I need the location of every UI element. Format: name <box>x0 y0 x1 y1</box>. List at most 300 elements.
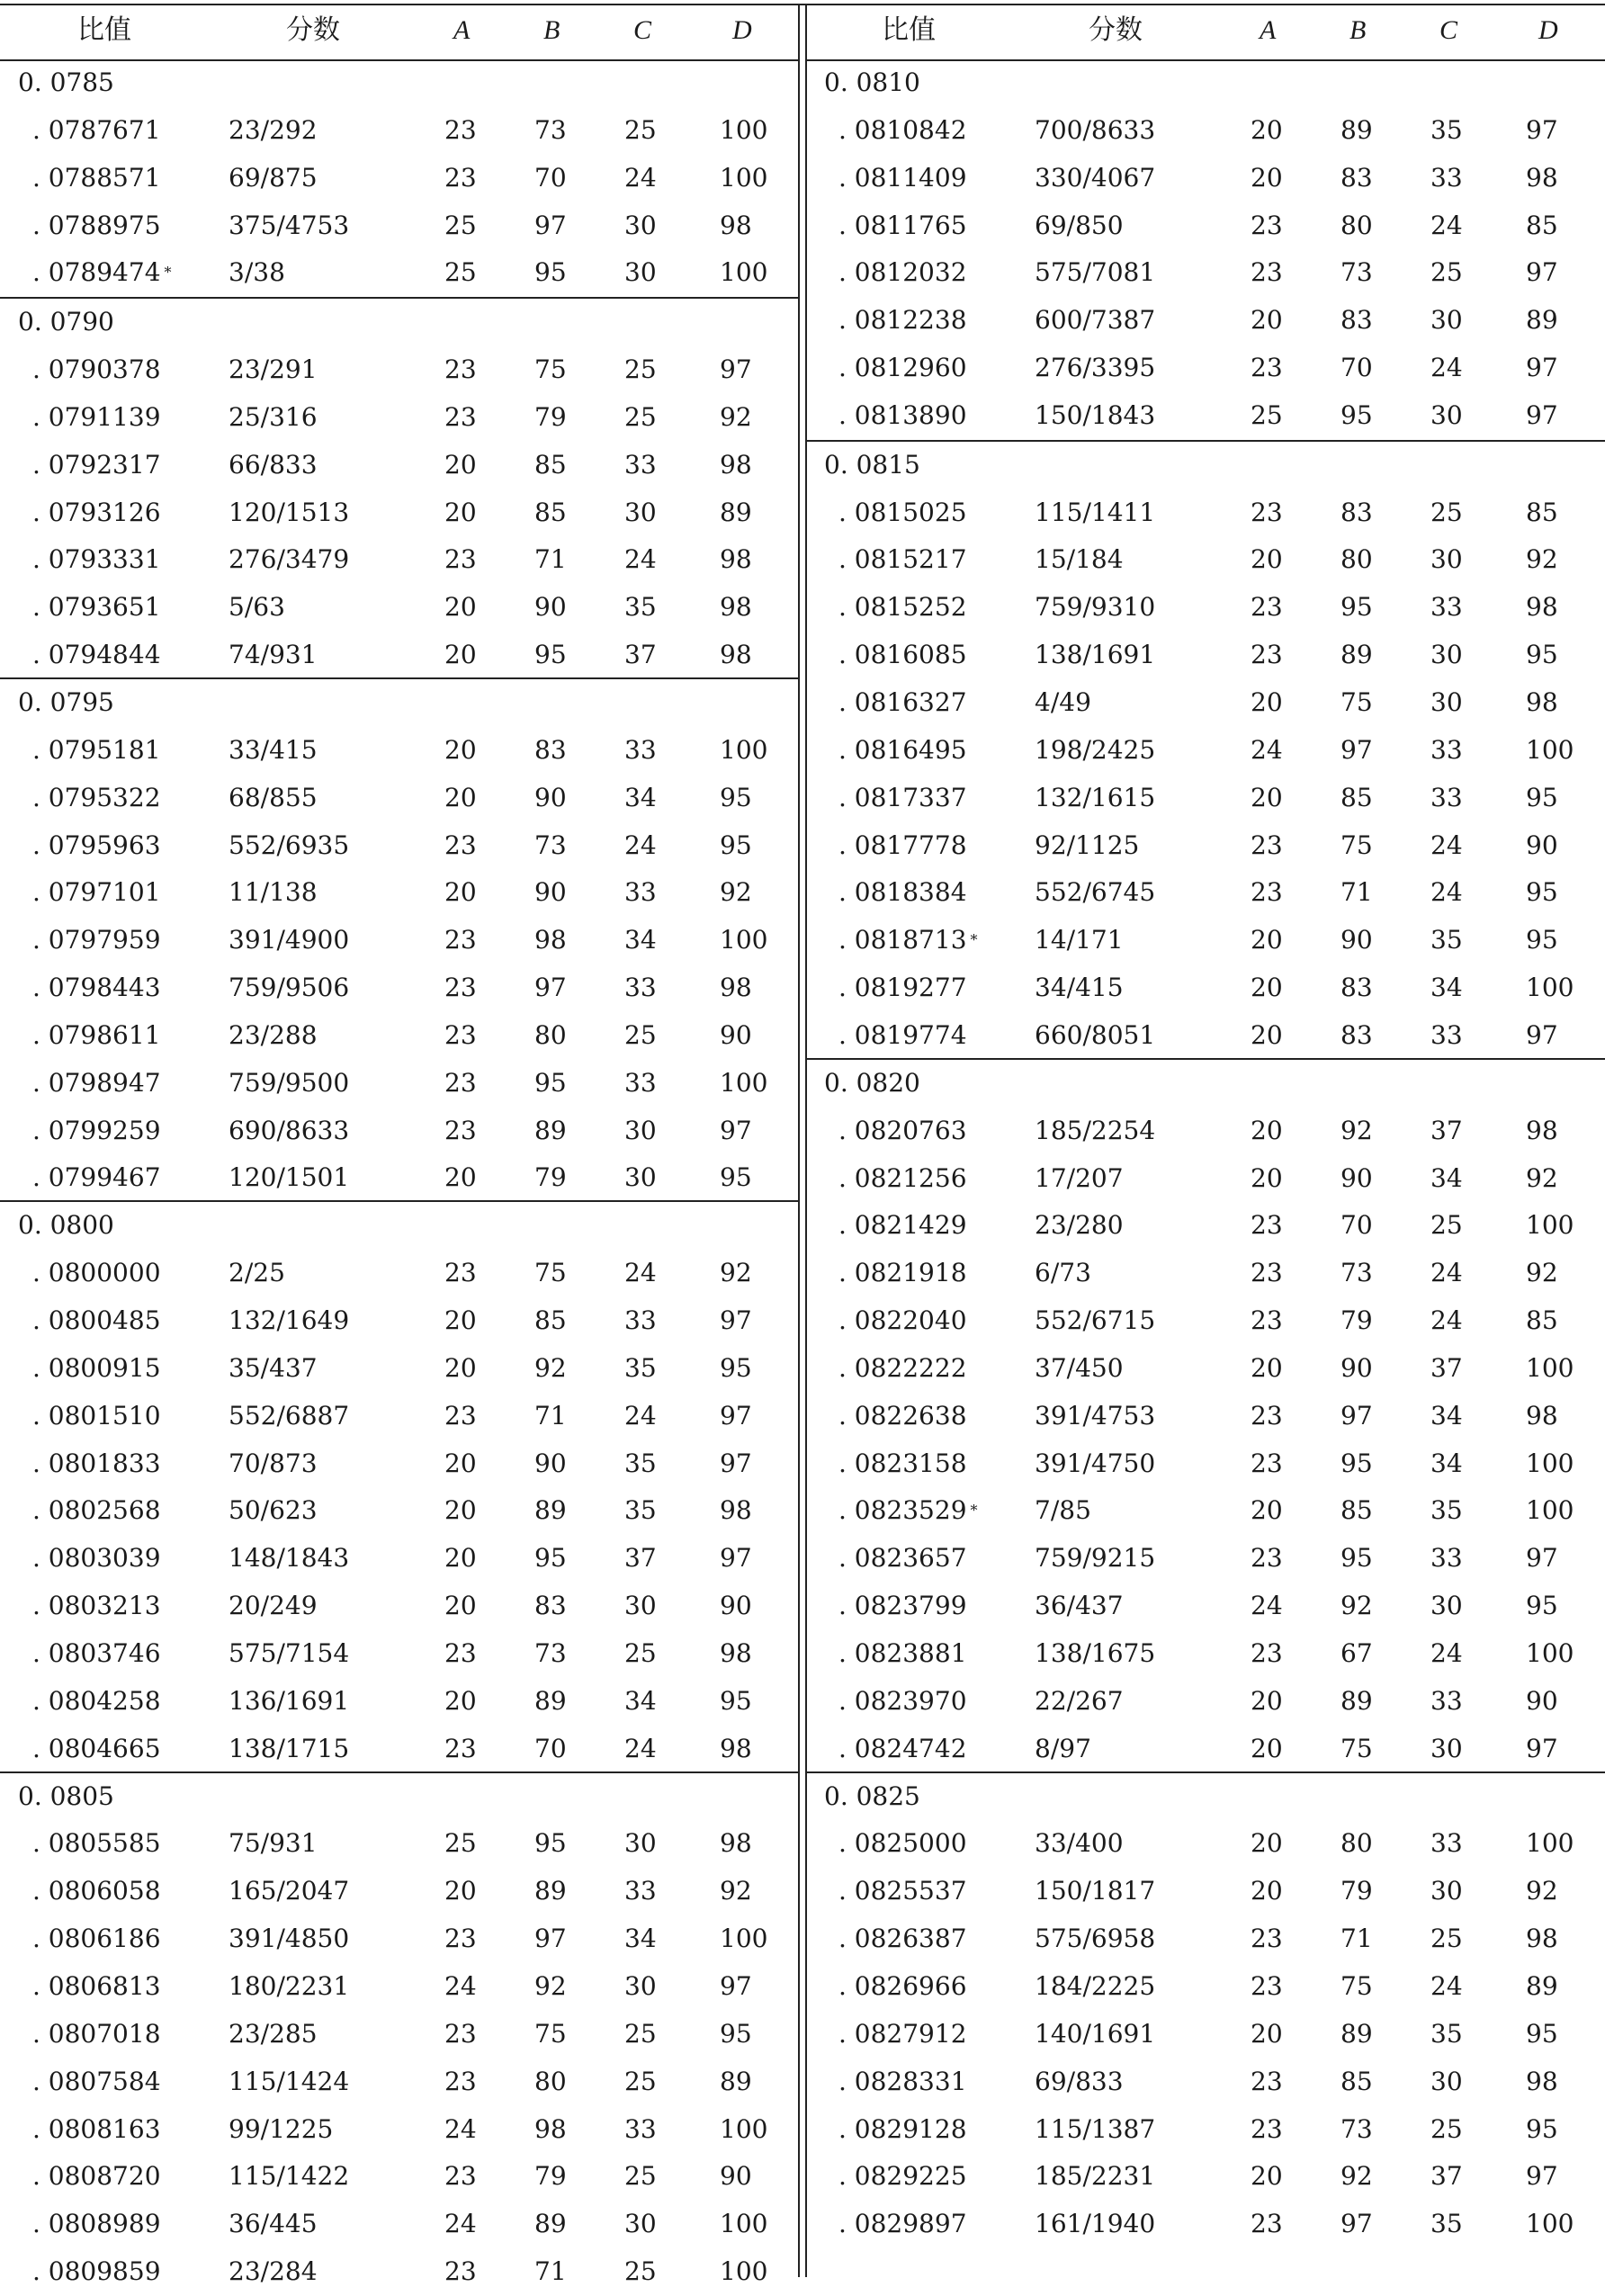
ratio-text: . 0815252 <box>838 592 967 623</box>
d-value: 92 <box>720 877 752 908</box>
b-value: 92 <box>1340 1591 1373 1621</box>
ratio-value <box>838 1393 967 1439</box>
table-row <box>806 1630 1605 1678</box>
ratio-text: . 0807018 <box>32 2018 161 2049</box>
ratio-text: . 0823799 <box>838 1591 967 1621</box>
ratio-text: . 0820763 <box>838 1115 967 1145</box>
d-value: 97 <box>1526 2161 1558 2192</box>
ratio-value <box>32 202 161 249</box>
ratio-value <box>838 249 967 296</box>
ratio-value <box>32 249 172 296</box>
fraction-value: 391/4850 <box>229 1924 350 1954</box>
ratio-value <box>32 346 161 393</box>
table-row <box>806 917 1605 964</box>
d-value: 95 <box>720 1352 752 1383</box>
fraction-value: 552/6887 <box>229 1400 350 1431</box>
fraction-value: 68/855 <box>229 782 318 812</box>
fraction-value: 575/7081 <box>1035 257 1156 288</box>
d-value: 92 <box>1526 1876 1558 1906</box>
fraction-value: 34/415 <box>1035 973 1124 1003</box>
b-value: 95 <box>534 1828 567 1859</box>
b-value: 75 <box>534 2018 567 2049</box>
ratio-value <box>838 1963 967 2010</box>
ratio-text: . 0812960 <box>838 353 967 383</box>
b-value: 85 <box>1340 2066 1373 2096</box>
fraction-value: 74/931 <box>229 640 318 670</box>
c-value: 24 <box>624 1258 657 1288</box>
c-value: 30 <box>1430 687 1463 718</box>
d-value: 97 <box>720 1543 752 1574</box>
a-value: 20 <box>444 1685 477 1716</box>
ratio-text: . 0809859 <box>32 2256 161 2287</box>
fraction-value: 552/6935 <box>229 830 350 860</box>
right-table-header <box>806 4 1605 61</box>
a-value: 23 <box>444 2256 477 2287</box>
group-label: 0. 0810 <box>824 67 920 97</box>
c-value: 25 <box>624 2018 657 2049</box>
d-value: 98 <box>1526 687 1558 718</box>
group-label-row <box>0 1202 799 1250</box>
fraction-value: 132/1649 <box>229 1305 350 1336</box>
fraction-value: 99/1225 <box>229 2113 334 2144</box>
fraction-value: 115/1411 <box>1035 497 1156 527</box>
ratio-value <box>838 1108 967 1154</box>
a-value: 23 <box>1251 1924 1283 1954</box>
a-value: 20 <box>1251 925 1283 955</box>
a-value: 20 <box>1251 973 1283 1003</box>
ratio-text: . 0788571 <box>32 162 161 193</box>
ratio-value <box>32 1060 161 1107</box>
d-value: 100 <box>720 162 768 193</box>
b-value: 92 <box>534 1970 567 2001</box>
d-value: 85 <box>1526 1305 1558 1336</box>
a-value: 23 <box>444 1400 477 1431</box>
fraction-value: 600/7387 <box>1035 305 1156 336</box>
group-label-row <box>806 1060 1605 1108</box>
c-value: 35 <box>624 1495 657 1526</box>
d-value: 97 <box>720 1448 752 1478</box>
c-value: 25 <box>624 354 657 385</box>
b-value: 83 <box>1340 1019 1373 1050</box>
d-value: 95 <box>1526 2113 1558 2144</box>
d-value: 98 <box>720 640 752 670</box>
fraction-value: 198/2425 <box>1035 734 1156 765</box>
ratio-value <box>32 394 161 441</box>
c-value: 24 <box>624 830 657 860</box>
c-value: 34 <box>1430 973 1463 1003</box>
ratio-text: . 0801833 <box>32 1448 161 1478</box>
header-b: B <box>1349 15 1367 45</box>
header-ratio: 比值 <box>77 14 131 46</box>
d-value: 98 <box>720 449 752 480</box>
table-row <box>0 1440 799 1488</box>
c-value: 35 <box>624 592 657 623</box>
ratio-text: . 0810842 <box>838 114 967 145</box>
ratio-value <box>32 775 161 821</box>
ratio-text: . 0803039 <box>32 1543 161 1574</box>
a-value: 20 <box>444 592 477 623</box>
a-value: 24 <box>444 1970 477 2001</box>
fraction-value: 660/8051 <box>1035 1019 1156 1050</box>
d-value: 98 <box>720 1637 752 1668</box>
table-row <box>0 917 799 964</box>
ratio-text: . 0799467 <box>32 1162 161 1193</box>
table-row <box>0 1915 799 1963</box>
fraction-value: 23/285 <box>229 2018 318 2049</box>
table-row <box>0 632 799 679</box>
d-value: 95 <box>1526 640 1558 670</box>
d-value: 85 <box>1526 497 1558 527</box>
row-group <box>806 59 1605 440</box>
b-value: 71 <box>534 2256 567 2287</box>
a-value: 20 <box>444 1876 477 1906</box>
a-value: 20 <box>444 1305 477 1336</box>
c-value: 25 <box>1430 257 1463 288</box>
header-fraction: 分数 <box>286 14 340 46</box>
d-value: 100 <box>1526 1828 1574 1859</box>
table-row <box>0 489 799 537</box>
table-row <box>806 2153 1605 2201</box>
ratio-value <box>32 632 161 678</box>
b-value: 97 <box>1340 734 1373 765</box>
d-value: 100 <box>720 2256 768 2287</box>
table-row <box>806 1487 1605 1535</box>
ratio-text: . 0788975 <box>32 210 161 240</box>
d-value: 97 <box>720 354 752 385</box>
table-row <box>806 1250 1605 1297</box>
table-row <box>0 346 799 394</box>
b-value: 75 <box>1340 687 1373 718</box>
table-row <box>0 1868 799 1915</box>
b-value: 83 <box>1340 497 1373 527</box>
ratio-text: . 0819774 <box>838 1019 967 1050</box>
c-value: 25 <box>624 2066 657 2096</box>
fraction-value: 70/873 <box>229 1448 318 1478</box>
c-value: 30 <box>1430 399 1463 430</box>
ratio-text: . 0825537 <box>838 1876 967 1906</box>
ratio-value <box>32 1963 161 2010</box>
b-value: 67 <box>1340 1637 1373 1668</box>
d-value: 97 <box>1526 1543 1558 1574</box>
ratio-text: . 0815217 <box>838 544 967 575</box>
ratio-text: . 0829128 <box>838 2113 967 2144</box>
b-value: 70 <box>1340 353 1373 383</box>
ratio-value <box>32 822 161 869</box>
ratio-value <box>838 632 967 678</box>
c-value: 30 <box>1430 640 1463 670</box>
d-value: 100 <box>720 734 768 765</box>
row-group <box>0 297 799 679</box>
fraction-value: 185/2231 <box>1035 2161 1156 2192</box>
header-c: C <box>1439 15 1458 45</box>
fraction-value: 391/4753 <box>1035 1400 1156 1431</box>
fraction-value: 180/2231 <box>229 1970 350 2001</box>
fraction-value: 35/437 <box>229 1352 318 1383</box>
ratio-text: . 0825000 <box>838 1828 967 1859</box>
table-row <box>0 2011 799 2058</box>
table-row <box>0 1583 799 1630</box>
fraction-value: 23/288 <box>229 1019 318 1050</box>
ratio-value <box>32 1108 161 1154</box>
table-row <box>0 2201 799 2248</box>
table-row <box>806 1868 1605 1915</box>
c-value: 25 <box>624 1637 657 1668</box>
ratio-value <box>838 1250 967 1296</box>
c-value: 34 <box>1430 1448 1463 1478</box>
c-value: 33 <box>1430 1828 1463 1859</box>
ratio-text: . 0793331 <box>32 544 161 575</box>
ratio-text: . 0819277 <box>838 973 967 1003</box>
table-row <box>0 1487 799 1535</box>
c-value: 24 <box>1430 1305 1463 1336</box>
ratio-text: . 0791139 <box>32 401 161 432</box>
ratio-value <box>32 1393 161 1439</box>
table-row <box>806 1678 1605 1726</box>
b-value: 95 <box>534 257 567 288</box>
c-value: 33 <box>624 877 657 908</box>
ratio-value <box>838 2011 967 2058</box>
a-value: 23 <box>1251 1543 1283 1574</box>
c-value: 30 <box>1430 305 1463 336</box>
ratio-text: . 0806813 <box>32 1970 161 2001</box>
table-row <box>806 2011 1605 2058</box>
fraction-value: 391/4900 <box>229 925 350 955</box>
row-group <box>806 440 1605 1060</box>
c-value: 33 <box>624 1305 657 1336</box>
c-value: 24 <box>624 1400 657 1431</box>
fraction-value: 759/9500 <box>229 1067 350 1098</box>
b-value: 71 <box>534 1400 567 1431</box>
group-label: 0. 0795 <box>18 687 114 718</box>
table-row <box>0 1726 799 1773</box>
d-value: 100 <box>720 114 768 145</box>
c-value: 25 <box>624 2161 657 2192</box>
c-value: 24 <box>1430 1637 1463 1668</box>
ratio-value <box>838 727 967 774</box>
fraction-value: 120/1513 <box>229 497 350 527</box>
table-row <box>0 394 799 442</box>
b-value: 79 <box>1340 1876 1373 1906</box>
c-value: 34 <box>624 1685 657 1716</box>
d-value: 100 <box>1526 1352 1574 1383</box>
a-value: 20 <box>1251 2161 1283 2192</box>
ratio-text: . 0828331 <box>838 2066 967 2096</box>
table-row <box>0 2153 799 2201</box>
c-value: 30 <box>624 1162 657 1193</box>
c-value: 34 <box>1430 1400 1463 1431</box>
ratio-value <box>32 1583 161 1629</box>
c-value: 25 <box>624 1019 657 1050</box>
d-value: 98 <box>720 544 752 575</box>
fraction-value: 3/38 <box>229 257 285 288</box>
c-value: 33 <box>624 1876 657 1906</box>
fraction-value: 759/9310 <box>1035 592 1156 623</box>
group-label-row <box>806 442 1605 489</box>
fraction-value: 4/49 <box>1035 687 1091 718</box>
ratio-text: . 0802568 <box>32 1495 161 1526</box>
c-value: 37 <box>624 1543 657 1574</box>
b-value: 80 <box>534 1019 567 1050</box>
a-value: 20 <box>1251 1115 1283 1145</box>
table-row <box>806 345 1605 392</box>
d-value: 100 <box>1526 734 1574 765</box>
fraction-value: 391/4750 <box>1035 1448 1156 1478</box>
a-value: 23 <box>444 973 477 1003</box>
a-value: 23 <box>444 1019 477 1050</box>
b-value: 79 <box>1340 1305 1373 1336</box>
fraction-value: 5/63 <box>229 592 285 623</box>
b-value: 89 <box>534 1685 567 1716</box>
group-label: 0. 0800 <box>18 1210 114 1241</box>
fraction-value: 138/1691 <box>1035 640 1156 670</box>
d-value: 98 <box>720 1828 752 1859</box>
ratio-value <box>32 1012 161 1059</box>
table-row <box>0 1297 799 1345</box>
d-value: 89 <box>720 497 752 527</box>
b-value: 92 <box>1340 2161 1373 2192</box>
d-value: 100 <box>720 2209 768 2239</box>
a-value: 23 <box>444 114 477 145</box>
ratio-text: . 0797101 <box>32 877 161 908</box>
ratio-text: . 0789474 <box>32 257 161 288</box>
ratio-value <box>838 107 967 154</box>
table-row <box>0 1820 799 1868</box>
d-value: 100 <box>720 2113 768 2144</box>
table-row <box>0 107 799 155</box>
a-value: 23 <box>1251 1210 1283 1241</box>
group-label: 0. 0825 <box>824 1780 920 1811</box>
c-value: 24 <box>1430 1970 1463 2001</box>
ratio-text: . 0811765 <box>838 210 967 240</box>
c-value: 24 <box>1430 1258 1463 1288</box>
d-value: 97 <box>1526 353 1558 383</box>
header-ratio: 比值 <box>882 14 936 46</box>
b-value: 97 <box>1340 1400 1373 1431</box>
a-value: 20 <box>444 1352 477 1383</box>
group-label-row <box>806 59 1605 107</box>
table-row <box>0 155 799 202</box>
b-value: 98 <box>534 925 567 955</box>
ratio-value <box>838 2153 967 2200</box>
b-value: 85 <box>534 1305 567 1336</box>
fraction-value: 276/3479 <box>229 544 350 575</box>
table-row <box>806 822 1605 870</box>
fraction-value: 22/267 <box>1035 1685 1124 1716</box>
ratio-text: . 0808989 <box>32 2209 161 2239</box>
d-value: 95 <box>720 1162 752 1193</box>
row-group <box>0 1771 799 2296</box>
b-value: 83 <box>1340 305 1373 336</box>
ratio-value <box>32 869 161 916</box>
b-value: 71 <box>1340 1924 1373 1954</box>
ratio-value <box>32 1440 161 1487</box>
d-value: 97 <box>1526 399 1558 430</box>
table-row <box>806 297 1605 345</box>
b-value: 95 <box>534 1067 567 1098</box>
table-row <box>0 1012 799 1060</box>
c-value: 35 <box>1430 114 1463 145</box>
c-value: 37 <box>1430 1115 1463 1145</box>
c-value: 37 <box>624 640 657 670</box>
group-label: 0. 0820 <box>824 1067 920 1098</box>
ratio-value <box>838 392 967 439</box>
b-value: 75 <box>1340 1733 1373 1763</box>
a-value: 23 <box>1251 592 1283 623</box>
ratio-value <box>838 1726 967 1772</box>
d-value: 95 <box>720 782 752 812</box>
fraction-value: 150/1843 <box>1035 399 1156 430</box>
table-row <box>806 1393 1605 1440</box>
c-value: 35 <box>1430 925 1463 955</box>
ratio-value <box>838 584 967 631</box>
d-value: 95 <box>1526 877 1558 908</box>
ratio-text: . 0794844 <box>32 640 161 670</box>
ratio-text: . 0822638 <box>838 1400 967 1431</box>
c-value: 24 <box>1430 210 1463 240</box>
fraction-value: 23/284 <box>229 2256 318 2287</box>
a-value: 23 <box>444 544 477 575</box>
ratio-text: . 0816495 <box>838 734 967 765</box>
d-value: 92 <box>720 1258 752 1288</box>
ratio-value <box>838 1630 967 1677</box>
header-d: D <box>1538 15 1558 45</box>
ratio-value <box>838 202 967 249</box>
c-value: 25 <box>624 114 657 145</box>
d-value: 98 <box>720 973 752 1003</box>
ratio-value <box>838 297 967 344</box>
ratio-value <box>32 1487 161 1534</box>
fraction-value: 165/2047 <box>229 1876 350 1906</box>
c-value: 33 <box>1430 1685 1463 1716</box>
table-row <box>0 1108 799 1155</box>
table-row <box>806 727 1605 775</box>
ratio-text: . 0787671 <box>32 114 161 145</box>
c-value: 30 <box>1430 2066 1463 2096</box>
ratio-text: . 0800000 <box>32 1258 161 1288</box>
d-value: 100 <box>1526 1210 1574 1241</box>
ratio-value <box>32 1535 161 1582</box>
ratio-value <box>32 1868 161 1915</box>
left-table-header <box>0 4 799 61</box>
table-row <box>806 202 1605 250</box>
group-label: 0. 0785 <box>18 67 114 97</box>
ratio-value <box>32 1915 161 1962</box>
table-row <box>806 1963 1605 2011</box>
a-value: 20 <box>1251 1876 1283 1906</box>
ratio-value <box>32 155 161 202</box>
fraction-value: 2/25 <box>229 1258 285 1288</box>
d-value: 100 <box>1526 1448 1574 1478</box>
d-value: 85 <box>1526 210 1558 240</box>
b-value: 75 <box>1340 1970 1373 2001</box>
asterisk-mark: * <box>970 931 978 949</box>
ratio-text: . 0801510 <box>32 1400 161 1431</box>
ratio-value <box>838 536 967 583</box>
c-value: 30 <box>624 210 657 240</box>
fraction-value: 23/292 <box>229 114 318 145</box>
b-value: 79 <box>534 1162 567 1193</box>
c-value: 37 <box>1430 1352 1463 1383</box>
table-row <box>806 1012 1605 1060</box>
c-value: 33 <box>1430 734 1463 765</box>
group-label-row <box>0 1773 799 1821</box>
a-value: 20 <box>444 449 477 480</box>
a-value: 20 <box>444 1591 477 1621</box>
ratio-text: . 0821918 <box>838 1258 967 1288</box>
fraction-value: 161/1940 <box>1035 2209 1156 2239</box>
group-label-row <box>0 59 799 107</box>
table-row <box>806 1440 1605 1488</box>
